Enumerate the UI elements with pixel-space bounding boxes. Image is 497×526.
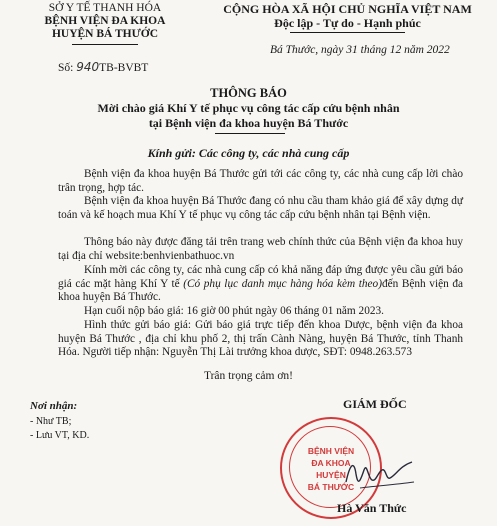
motto: Độc lập - Tự do - Hạnh phúc — [274, 16, 421, 30]
recipients-label: Nơi nhận: — [30, 400, 78, 412]
paragraph-website: Thông báo này được đăng tải trên trang web chính thức của Bệnh viện đa khoa huy tại địa chỉ website:benhvienbathuoc.vn — [58, 236, 463, 262]
hospital-name: BỆNH VIỆN ĐA KHOA — [44, 15, 166, 27]
paragraph-submission: Hình thức gửi báo giá: Gửi báo giá trực tiếp đến khoa Dược, bệnh viện đa khoa huyện Bá Thước , địa chỉ khu phố 2, thị trấn Cành Nàng, huyện Bá Thước, tỉnh Thanh Hóa. Người tiếp nhận: Nguyễn Thị Lài trưởng khoa dược, SĐT: 0948.263.573 — [58, 319, 463, 359]
handwritten-number: 940 — [76, 60, 100, 74]
recipient-line: Kính gửi: Các công ty, các nhà cung cấp — [147, 146, 350, 160]
notice-subtitle-1: Mời chào giá Khí Y tế phục vụ công tác cấp cứu bệnh nhân — [97, 101, 400, 115]
official-stamp: BỆNH VIỆN ĐA KHOA HUYỆN BÁ THƯỚC — [280, 417, 382, 519]
district-name: HUYỆN BÁ THƯỚC — [51, 28, 159, 40]
closing-line: Trân trọng cảm ơn! — [203, 370, 294, 382]
paragraph-invitation: Kính mời các công ty, các nhà cung cấp có khả năng đáp ứng được yêu cầu gửi báo giá các mặt hàng Khí Y tế (Có phụ lục danh mục hàng hóa kèm theo)đến Bệnh viện đa khoa huyện Bá Thước. — [58, 264, 463, 304]
notice-subtitle-2: tại Bệnh viện đa khoa huyện Bá Thước — [148, 116, 349, 130]
country-name: CỘNG HÒA XÃ HỘI CHỦ NGHĨA VIỆT NAM — [223, 2, 472, 16]
recipient-item: - Như TB; — [30, 416, 72, 427]
signer-role: GIÁM ĐỐC — [343, 397, 407, 411]
agency-name: SỞ Y TẾ THANH HÓA — [48, 2, 162, 14]
recipient-item: - Lưu VT, KD. — [30, 430, 90, 441]
notice-title: THÔNG BÁO — [210, 86, 287, 100]
paragraph-need: Bệnh viện đa khoa huyện Bá Thước đang có nhu cầu tham khảo giá để xây dựng dự toán và kế hoạch mua Khí Y tế phục vụ công tác cấp cứu bệnh nhân tại Bệnh viện. — [58, 195, 463, 221]
left-header-rule — [72, 44, 138, 45]
document-number: Số: 940TB-BVBT — [58, 60, 149, 74]
paragraph-greeting: Bệnh viện đa khoa huyện Bá Thước gửi tới các công ty, các nhà cung cấp lời chào trân trọng, hợp tác. — [58, 168, 463, 194]
right-header-rule — [290, 32, 405, 33]
issue-date: Bá Thước, ngày 31 tháng 12 năm 2022 — [270, 44, 450, 56]
paragraph-deadline: Hạn cuối nộp báo giá: 16 giờ 00 phút ngày 06 tháng 01 năm 2023. — [84, 305, 384, 317]
signature-mark — [340, 452, 420, 498]
signer-name: Hà Văn Thức — [337, 501, 407, 515]
title-rule — [215, 133, 285, 134]
